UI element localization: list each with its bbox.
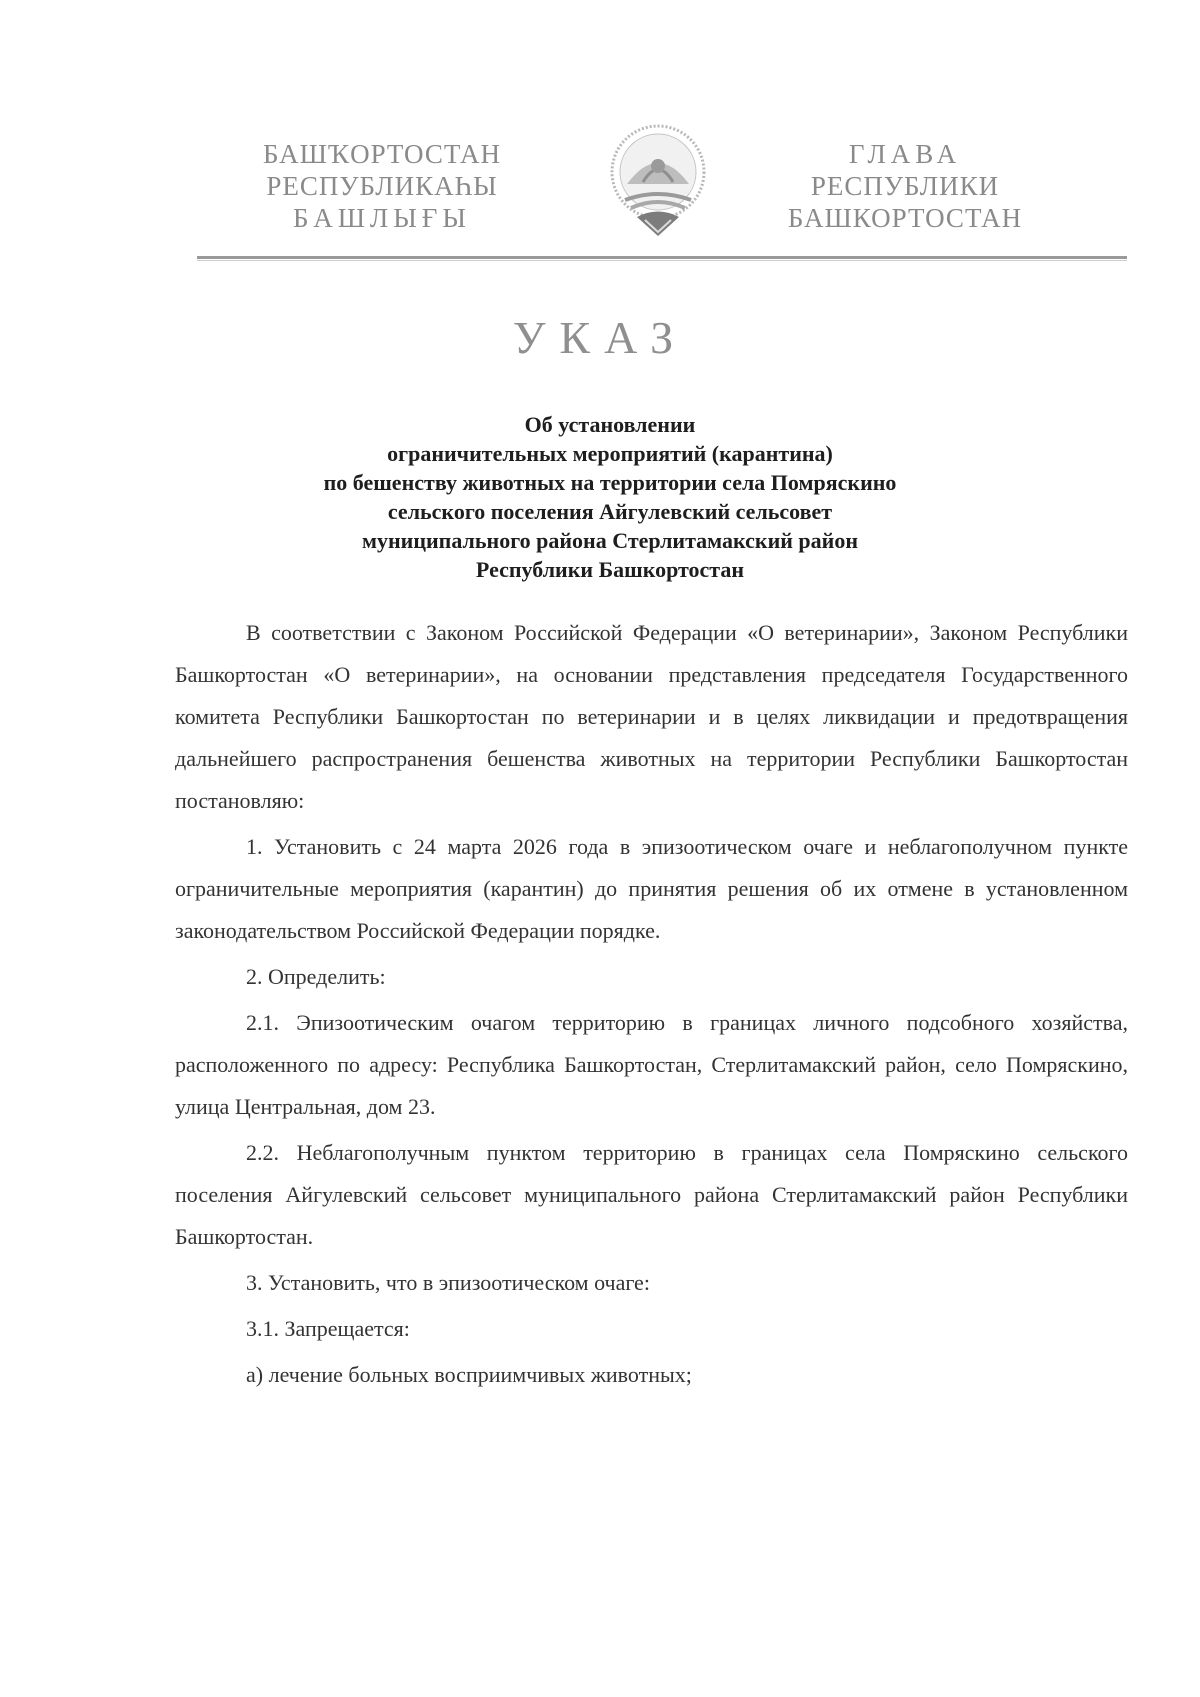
header-divider [197,256,1127,259]
header-right-russian [745,138,1065,234]
paragraph-2-2: 2.2. Неблагополучным пунктом территорию в границах села Помряскино сельского поселения Айгулевский сельсовет муниципального района Стерлитамакский район Республики Башкортостан. [175,1140,1128,1249]
header-right-line-3: БАШКОРТОСТАН [787,203,1023,233]
header-divider-thin [197,260,1127,261]
paragraph-3: 3. Установить, что в эпизоотическом очаге: [246,1270,650,1295]
header-right-line-2: РЕСПУБЛИКИ [810,171,1000,201]
paragraph-1: 1. Установить с 24 марта 2026 года в эпизоотическом очаге и неблагополучном пункте ограничительные мероприятия (карантин) до принятия решения об их отмене в установленном законодательством Российской Федерации порядке. [175,834,1128,943]
paragraph-3-1: 3.1. Запрещается: [246,1316,410,1341]
title-line-5: муниципального района Стерлитамакский район [361,528,859,553]
paragraph-preamble: В соответствии с Законом Российской Федерации «О ветеринарии», Законом Республики Башкортостан «О ветеринарии», на основании представления председателя Государственного комитета Республики Башкортостан по ветеринарии и в целях ликвидации и предотвращения дальнейшего распространения бешенства животных на территории Республики Башкортостан постановляю: [175,620,1128,813]
title-line-4: сельского поселения Айгулевский сельсовет [387,499,833,524]
document-title [180,410,1040,584]
document-body [175,612,1128,1400]
title-line-6: Республики Башкортостан [475,557,745,582]
title-line-1: Об установлении [524,412,696,437]
header-left-line-1: БАШҠОРТОСТАН [262,139,502,169]
header-left-line-2: РЕСПУБЛИКАҺЫ [266,171,498,201]
paragraph-2-1: 2.1. Эпизоотическим очагом территорию в границах личного подсобного хозяйства, расположенного по адресу: Республика Башкортостан, Стерлитамакский район, село Помряскино, улица Центральная, дом 23. [175,1010,1128,1119]
title-line-3: по бешенству животных на территории села Помряскино [323,470,897,495]
header-left-bashkir [232,138,532,234]
paragraph-3-1-a: а) лечение больных восприимчивых животных; [246,1362,692,1387]
header-left-line-3: БАШЛЫҒЫ [293,203,471,233]
bashkortostan-coat-of-arms-icon [603,122,713,240]
title-line-2: ограничительных мероприятий (карантина) [387,441,833,466]
paragraph-2: 2. Определить: [246,964,386,989]
header-right-line-1: ГЛАВА [848,139,962,169]
document-type: УКАЗ [512,312,688,363]
